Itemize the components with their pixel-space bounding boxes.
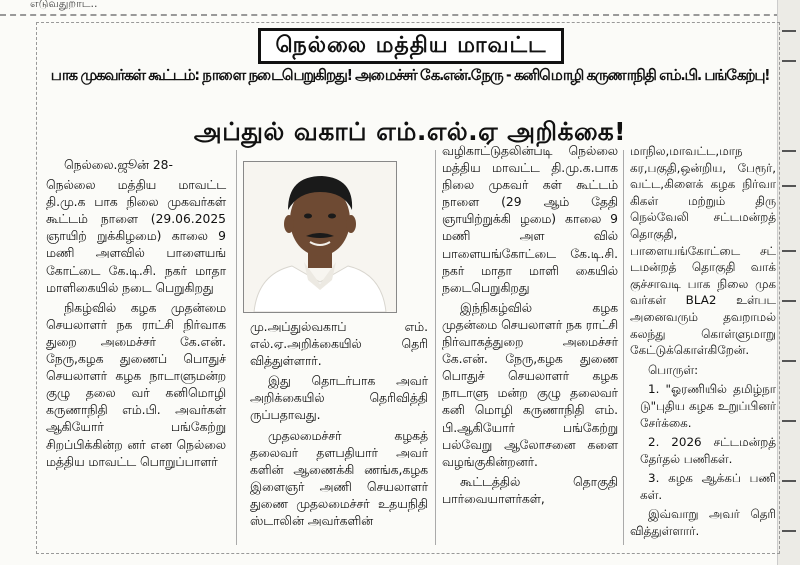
paragraph: இந்நிகழ்வில் கழக முதன்மை செயலாளர் நக ராட்சி நிர்வாகத்துறை அமைச்சர் கே.என். நேரு,கழக துணை பொதுச் செயலாளர் கழக நாடாளு மன்ற குழு தலைவர் கனி மொழி கருணாநிதி எம். பி.ஆகியோர் பங்கேற்று பல்வேறு ஆலோசனை களை வழங்குகின்றனர்.	[442, 300, 618, 469]
paragraph: முதலமைச்சர் கழகத் தலைவர் தளபதியார் அவர் களின் ஆணைக்கி ணங்க,கழக இளைஞர் அணி செயலாளர் துணை முதலமைச்சர் உதயநிதி ஸ்டாலின் அவர்களின்	[250, 428, 428, 529]
top-divider	[0, 0, 800, 16]
paragraph: வழிகாட்டுதலின்படி நெல்லை மத்திய மாவட்ட தி.மு.க.பாக நிலை முகவர் கள் கூட்டம் நாளை (29 ஆம் தேதி ஞாயிற்றுக்கி ழமை) காலை 9 மணி அள வில் பாளையங்கோட்டை கே.டி.சி. நகர் மாதா மாளி கையில் நடைபெறுகிறது	[442, 144, 618, 295]
portrait-photo	[243, 161, 397, 313]
kicker-box: நெல்லை மத்திய மாவட்ட	[258, 28, 564, 64]
paragraph: மு.அப்துல்வகாப் எம். எல்.ஏ.அறிக்கையில் தெரி வித்துள்ளார்.	[250, 320, 428, 369]
article-column-4	[630, 143, 776, 543]
closing-line: இவ்வாறு அவர் தெரி வித்துள்ளார்.	[630, 507, 776, 539]
agenda-item: 1. "ஓரணியில் தமிழ்நா டு"புதிய கழக உறுப்பினர் சேர்க்கை.	[640, 382, 776, 430]
paragraph: மாநில,மாவட்ட,மாந கர,பகுதி,ஒன்றிய, பேரூர், வட்ட,கிளைக் கழக நிர்வா கிகள் மற்றும் திரு நெல்வேலி சட்டமன்றத் தொகுதி, பாளையங்கோட்டை சட் டமன்றத் தொகுதி வாக் குச்சாவடி பாக நிலை முக வர்கள் BLA2 உள்பட அனைவரும் தவறாமல் கலந்து கொள்ளுமாறு கேட்டுக்கொள்கிறேன்.	[630, 144, 776, 358]
article-column-3	[442, 143, 618, 511]
agenda-item: 3. கழக ஆக்கப் பணி கள்.	[640, 471, 776, 502]
column-divider	[435, 150, 436, 545]
column-divider	[623, 150, 624, 545]
subheadline: அப்துல் வகாப் எம்.எல்.ஏ அறிக்கை!	[193, 117, 627, 146]
article-column-1	[46, 157, 226, 474]
agenda-item: 2. 2026 சட்டமன்றத் தேர்தல் பணிகள்.	[640, 435, 776, 466]
dateline: நெல்லை.ஜூன் 28-	[64, 158, 173, 172]
paragraph: இது தொடர்பாக அவர் அறிக்கையில் தெரிவித்தி ருப்பதாவது.	[250, 374, 428, 423]
adjacent-column-strip	[777, 0, 800, 565]
paragraph: நெல்லை மத்திய மாவட்ட தி.மு.க பாக நிலை முகவர்கள் கூட்டம் நாளை (29.06.2025 ஞாயிற் றுக்கிழமை) காலை 9 மணி அளவில் பாளையங் கோட்டை கே.டி.சி. நகர் மாதா மாளிகையில் நடை பெறுகிறது	[46, 178, 226, 295]
paragraph: நிகழ்வில் கழக முதன்மை செயலாளர் நக ராட்சி நிர்வாக துறை அமைச்சர் கே.என். நேரு,கழக துணைப் பொதுச் செயலாளர் கழக நாடாளுமன்ற குழு தலை வர் கனிமொழி கருணாநிதி எம்.பி. அவர்கள் ஆகியோர் பங்கேற்று சிறப்பிக்கின்ற னர் என நெல்லை மத்திய மாவட்ட பொறுப்பாளர்	[46, 300, 226, 469]
article-column-2	[250, 319, 428, 533]
top-fragment-text: எடுவதுறாட..	[30, 0, 98, 10]
headline: பாக முகவர்கள் கூட்டம்: நாளை நடைபெறுகிறது! அமைச்சர் கே.என்.நேரு - கனிமொழி கருணாநிதி எம்.பி. பங்கேற்பு!	[50, 66, 770, 84]
column-divider	[236, 150, 237, 545]
paragraph: கூட்டத்தில் தொகுதி பார்வையாளர்கள்,	[442, 474, 618, 506]
agenda-label: பொருள்:	[648, 362, 699, 377]
person-icon	[244, 162, 396, 312]
